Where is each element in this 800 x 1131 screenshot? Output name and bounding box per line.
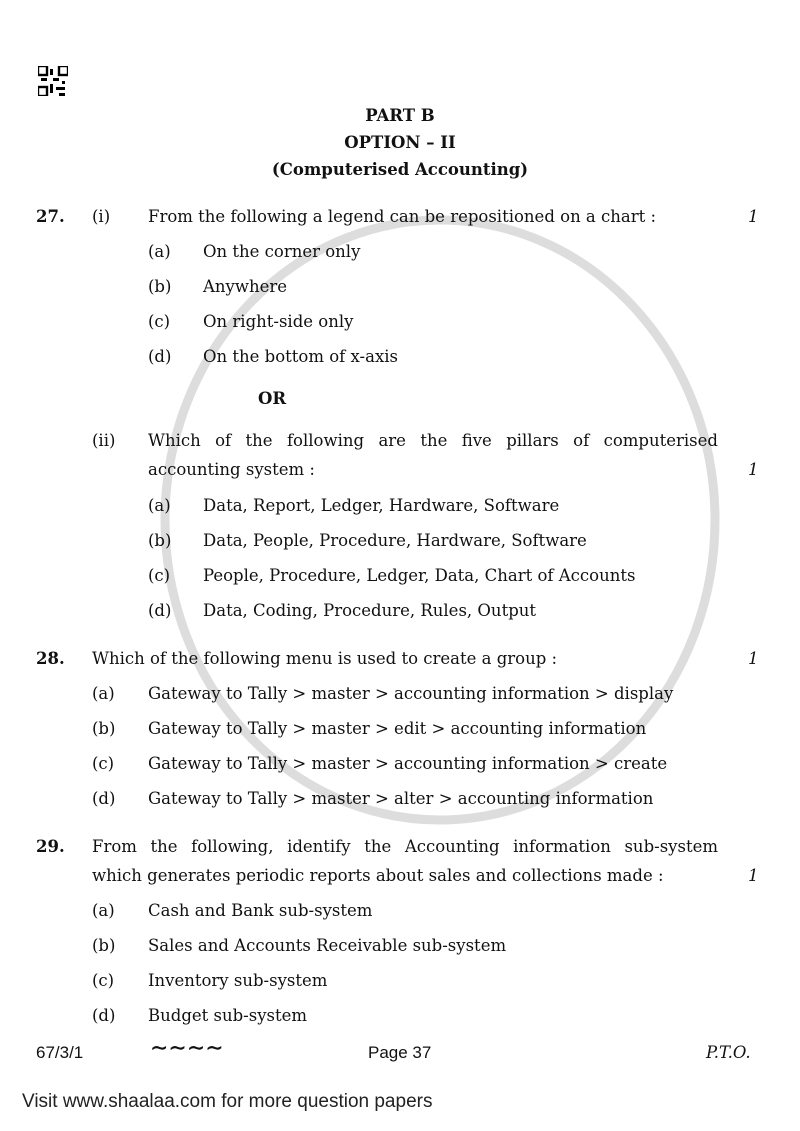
question-text [148,431,718,451]
question-text [92,837,718,857]
pto: P.T.O. [706,1043,751,1062]
option-label: (c) [148,312,171,331]
option-heading: OPTION – II [344,133,456,152]
option-text: Data, People, Procedure, Hardware, Software [203,531,587,550]
word: the [364,837,392,856]
word: of [573,431,590,450]
option-text: Cash and Bank sub-system [148,901,373,920]
option-text: Sales and Accounts Receivable sub-system [148,936,507,955]
word: identify [287,837,351,856]
option-text: Data, Coding, Procedure, Rules, Output [203,601,537,620]
word: From [92,837,137,856]
marks: 1 [748,649,759,668]
word: of [215,431,232,450]
option-text: Budget sub-system [148,1006,308,1025]
question-number: 29. [36,837,65,856]
word: the [150,837,178,856]
option-label: (d) [92,1006,116,1025]
paper-code: 67/3/1 [36,1043,84,1062]
word: pillars [506,431,559,450]
option-label: (c) [92,971,115,990]
option-text: Gateway to Tally > master > accounting information > display [148,684,674,703]
word: following, [191,837,274,856]
option-label: (d) [148,601,172,620]
option-label: (a) [148,496,171,515]
word: following [286,431,365,450]
word: five [461,431,492,450]
word: are [378,431,406,450]
option-text: Gateway to Tally > master > alter > accounting information [148,789,654,808]
marks: 1 [748,460,759,479]
marks: 1 [748,207,759,226]
word: sub-system [624,837,718,856]
option-label: (c) [148,566,171,585]
option-label: (b) [148,277,172,296]
option-label: (a) [92,901,115,920]
question-text: which generates periodic reports about sales and collections made : [92,866,664,885]
option-text: On right-side only [203,312,354,331]
option-text: On the corner only [203,242,361,261]
option-label: (b) [148,531,172,550]
option-text: Gateway to Tally > master > accounting information > create [148,754,668,773]
question-text: From the following a legend can be repositioned on a chart : [148,207,657,226]
word: Accounting [404,837,500,856]
option-text: Gateway to Tally > master > edit > accounting information [148,719,647,738]
part-heading: PART B [365,106,435,125]
wave-decoration: ∼∼∼∼ [150,1035,224,1061]
option-text: People, Procedure, Ledger, Data, Chart of Accounts [203,566,636,585]
word: the [420,431,448,450]
option-label: (c) [92,754,115,773]
question-number: 27. [36,207,65,226]
page-number: Page 37 [368,1043,432,1062]
option-text: Inventory sub-system [148,971,328,990]
qr-code-icon [38,66,68,96]
marks: 1 [748,866,759,885]
option-label: (b) [92,719,116,738]
option-label: (b) [92,936,116,955]
option-label: (a) [92,684,115,703]
option-text: Anywhere [203,277,288,296]
word: computerised [603,431,718,450]
sub-label: (i) [92,207,111,226]
sub-label: (ii) [92,431,116,450]
word: Which [148,431,201,450]
option-text: Data, Report, Ledger, Hardware, Software [203,496,560,515]
option-label: (d) [92,789,116,808]
question-text: accounting system : [148,460,315,479]
or-separator: OR [258,389,287,408]
visit-link[interactable]: Visit www.shaalaa.com for more question papers [22,1091,433,1112]
option-label: (d) [148,347,172,366]
question-number: 28. [36,649,65,668]
word: information [513,837,611,856]
word: the [245,431,273,450]
question-text: Which of the following menu is used to create a group : [92,649,558,668]
option-label: (a) [148,242,171,261]
subject-heading: (Computerised Accounting) [271,160,529,179]
option-text: On the bottom of x-axis [203,347,399,366]
